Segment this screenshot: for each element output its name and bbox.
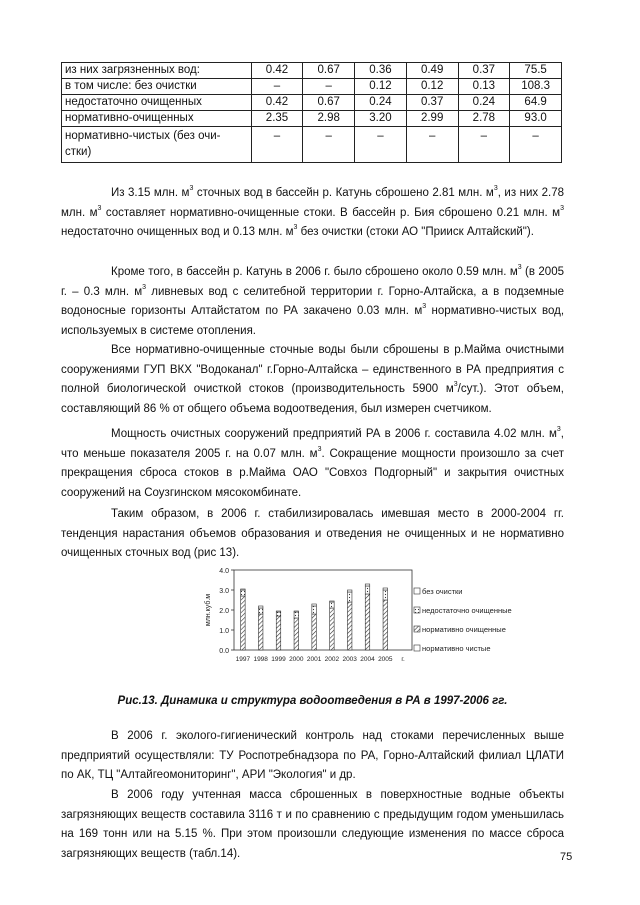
table-cell: 3.20 — [355, 111, 407, 127]
table-cell: 0.12 — [355, 79, 407, 95]
table-cell: – — [303, 127, 355, 163]
legend-swatch — [414, 626, 420, 632]
y-tick-label: 2.0 — [219, 608, 229, 615]
table-cell: 0.42 — [251, 63, 303, 79]
table-row — [62, 63, 562, 79]
paragraph-7: В 2006 году учтенная масса сброшенных в поверхностные водные объекты загрязняющих веществ составила 3116 т и по сравнению с предыдущим годом уменьшилась на 169 тонн или на 5.15 %. При этом произошли следующие изменения по массе сброса загрязняющих веществ (табл.14). — [61, 789, 564, 860]
bar-segment — [365, 584, 370, 586]
bar-segment — [294, 612, 299, 618]
table-cell: 75.5 — [510, 63, 562, 79]
x-tick-label: 1998 — [253, 656, 268, 663]
bar-segment — [347, 590, 352, 592]
legend-label: нормативно очищенные — [422, 625, 506, 634]
row-label: в том числе: без очистки — [62, 79, 252, 95]
x-tick-label: 2000 — [289, 656, 304, 663]
table-cell: 0.67 — [303, 63, 355, 79]
paragraph-4: Мощность очистных сооружений предприятий РА в 2006 г. составила 4.02 млн. $м^3$, что меньше показателя 2005 г. на 0.07 млн. $м^3$. Сокращение мощности произошло за счет прекращения сброса стоков в р.Майма ОАО "Совхоз Подгорный" и закрытия очистных сооружений на Соузгинском мясокомбинате. — [61, 426, 564, 499]
bar-segment — [294, 618, 299, 650]
table-cell: – — [251, 127, 303, 163]
row-label: недостаточно очищенных — [62, 95, 252, 111]
bar-segment — [383, 590, 388, 600]
y-tick-label: 4.0 — [219, 568, 229, 575]
y-axis-label: млн.куб.м — [205, 593, 212, 627]
chart-svg — [180, 563, 560, 673]
x-tick-label: 2003 — [342, 656, 357, 663]
table-row — [62, 127, 562, 163]
bar-segment — [258, 614, 263, 650]
table-cell: 64.9 — [510, 95, 562, 111]
bar-segment — [312, 606, 317, 614]
table-cell: 2.99 — [406, 111, 458, 127]
table-cell: 0.42 — [251, 95, 303, 111]
legend-label: без очистки — [422, 587, 463, 596]
y-tick-label: 0.0 — [219, 648, 229, 655]
bar-segment — [365, 594, 370, 650]
bar-segment — [330, 601, 335, 602]
table-cell: 0.36 — [355, 63, 407, 79]
bar-segment — [276, 616, 281, 650]
bar-segment — [276, 611, 281, 612]
paragraph-6: В 2006 г. эколого-гигиенический контроль над стоками перечисленных выше предприятий осуществляли: ТУ Роспотребнадзора по РА, Горно-Алтайский филиал ЦЛАТИ по АК, ТЦ "Алтайгеомониторинг", АРИ "Экология" и др. — [61, 730, 564, 782]
x-tick-label: 2002 — [324, 656, 340, 663]
row-label: нормативно-очищенных — [62, 111, 252, 127]
table-cell: – — [303, 79, 355, 95]
table-cell: – — [251, 79, 303, 95]
paragraph-2: Кроме того, в бассейн р. Катунь в 2006 г. было сброшено около 0.59 млн. $м^3$ (в 2005 г. – 0.3 млн. $м^3$ ливневых вод с селитебной территории г. Горно-Алтайска, а в подземные водоносные горизонты Алтайстатом по РА закачено 0.03 млн. $м^3$ нормативно-чистых вод, используемых в системе отопления. — [61, 264, 565, 337]
table-cell: 2.35 — [251, 111, 303, 127]
legend-swatch — [414, 588, 420, 594]
bar-segment — [330, 608, 335, 650]
x-tick-label: 1997 — [235, 656, 251, 663]
x-tick-label: г. — [401, 656, 405, 663]
table-cell: – — [355, 127, 407, 163]
paragraph-3: Все нормативно-очищенные сточные воды были сброшены в р.Майма очистными сооружениями ГУП ВКХ "Водоканал" г.Горно-Алтайска – единственного в РА предприятия с полной биологической очисткой стоков (производительность 5900 $м^3/сут$.). Этот объем, составляющий 86 % от общего объема водоотведения, был измерен счетчиком. — [61, 344, 565, 415]
bar-segment — [347, 602, 352, 650]
bar-segment — [258, 608, 263, 614]
bar-segment — [241, 596, 246, 650]
y-tick-label: 3.0 — [219, 588, 229, 595]
bar-segment — [241, 590, 246, 596]
bar-segment — [365, 586, 370, 594]
x-tick-label: 2001 — [306, 656, 322, 663]
row-label-line: нормативно-чистых (без очи- — [65, 130, 221, 142]
table-cell: – — [406, 127, 458, 163]
figure-caption: Рис.13. Динамика и структура водоотведения в РА в 1997-2006 гг. — [117, 695, 508, 707]
table-cell: – — [458, 127, 510, 163]
table-cell: 108.3 — [510, 79, 562, 95]
table-cell: – — [510, 127, 562, 163]
bar-segment — [276, 612, 281, 616]
bar-segment — [294, 611, 299, 612]
bar-segment — [312, 614, 317, 650]
x-tick-label: 2005 — [378, 656, 393, 663]
bar-segment — [241, 589, 246, 590]
bar-segment — [330, 602, 335, 608]
table-row — [62, 111, 562, 127]
legend-label: нормативно чистые — [422, 644, 491, 653]
table-row — [62, 95, 562, 111]
table-cell: 0.49 — [406, 63, 458, 79]
table-cell: 0.12 — [406, 79, 458, 95]
legend-swatch — [414, 645, 420, 651]
bar-segment — [312, 604, 317, 606]
row-label — [62, 127, 252, 163]
bar-segment — [258, 606, 263, 608]
bar-segment — [383, 600, 388, 650]
x-tick-label: 1999 — [271, 656, 286, 663]
table-cell: 0.24 — [458, 95, 510, 111]
legend-label: недостаточно очищенные — [422, 606, 512, 615]
table-cell: 2.78 — [458, 111, 510, 127]
y-tick-label: 1.0 — [219, 628, 229, 635]
table-cell: 2.98 — [303, 111, 355, 127]
table-cell: 93.0 — [510, 111, 562, 127]
bar-segment — [383, 588, 388, 590]
table-cell: 0.67 — [303, 95, 355, 111]
table-cell: 0.13 — [458, 79, 510, 95]
row-label-line: стки) — [65, 146, 92, 158]
paragraph-1: Из 3.15 млн. $м^3$ сточных вод в бассейн р. Катунь сброшено 2.81 млн. $м^3$, из них 2.78 млн. $м^3$ составляет нормативно-очищенные стоки. В бассейн р. Бия сброшено 0.21 млн. $м^3$ недостаточно очищенных вод и 0.13 млн. $м^3$ без очистки (стоки АО "Прииск Алтайский"). — [61, 185, 564, 239]
discharge-chart — [180, 563, 560, 673]
x-tick-label: 2004 — [360, 656, 375, 663]
row-label: из них загрязненных вод: — [62, 63, 252, 79]
table-cell: 0.24 — [355, 95, 407, 111]
legend-swatch — [414, 607, 420, 613]
bar-segment — [347, 592, 352, 602]
paragraph-5: Таким образом, в 2006 г. стабилизировалась имевшая место в 2000-2004 гг. тенденция нарастания объемов образования и отведения не очищенных и не нормативно очищенных сточных вод (рис 13). — [61, 508, 564, 560]
table-cell: 0.37 — [458, 63, 510, 79]
discharge-table — [61, 62, 562, 163]
table-row — [62, 79, 562, 95]
table-cell: 0.37 — [406, 95, 458, 111]
page-number: 75 — [560, 851, 573, 863]
